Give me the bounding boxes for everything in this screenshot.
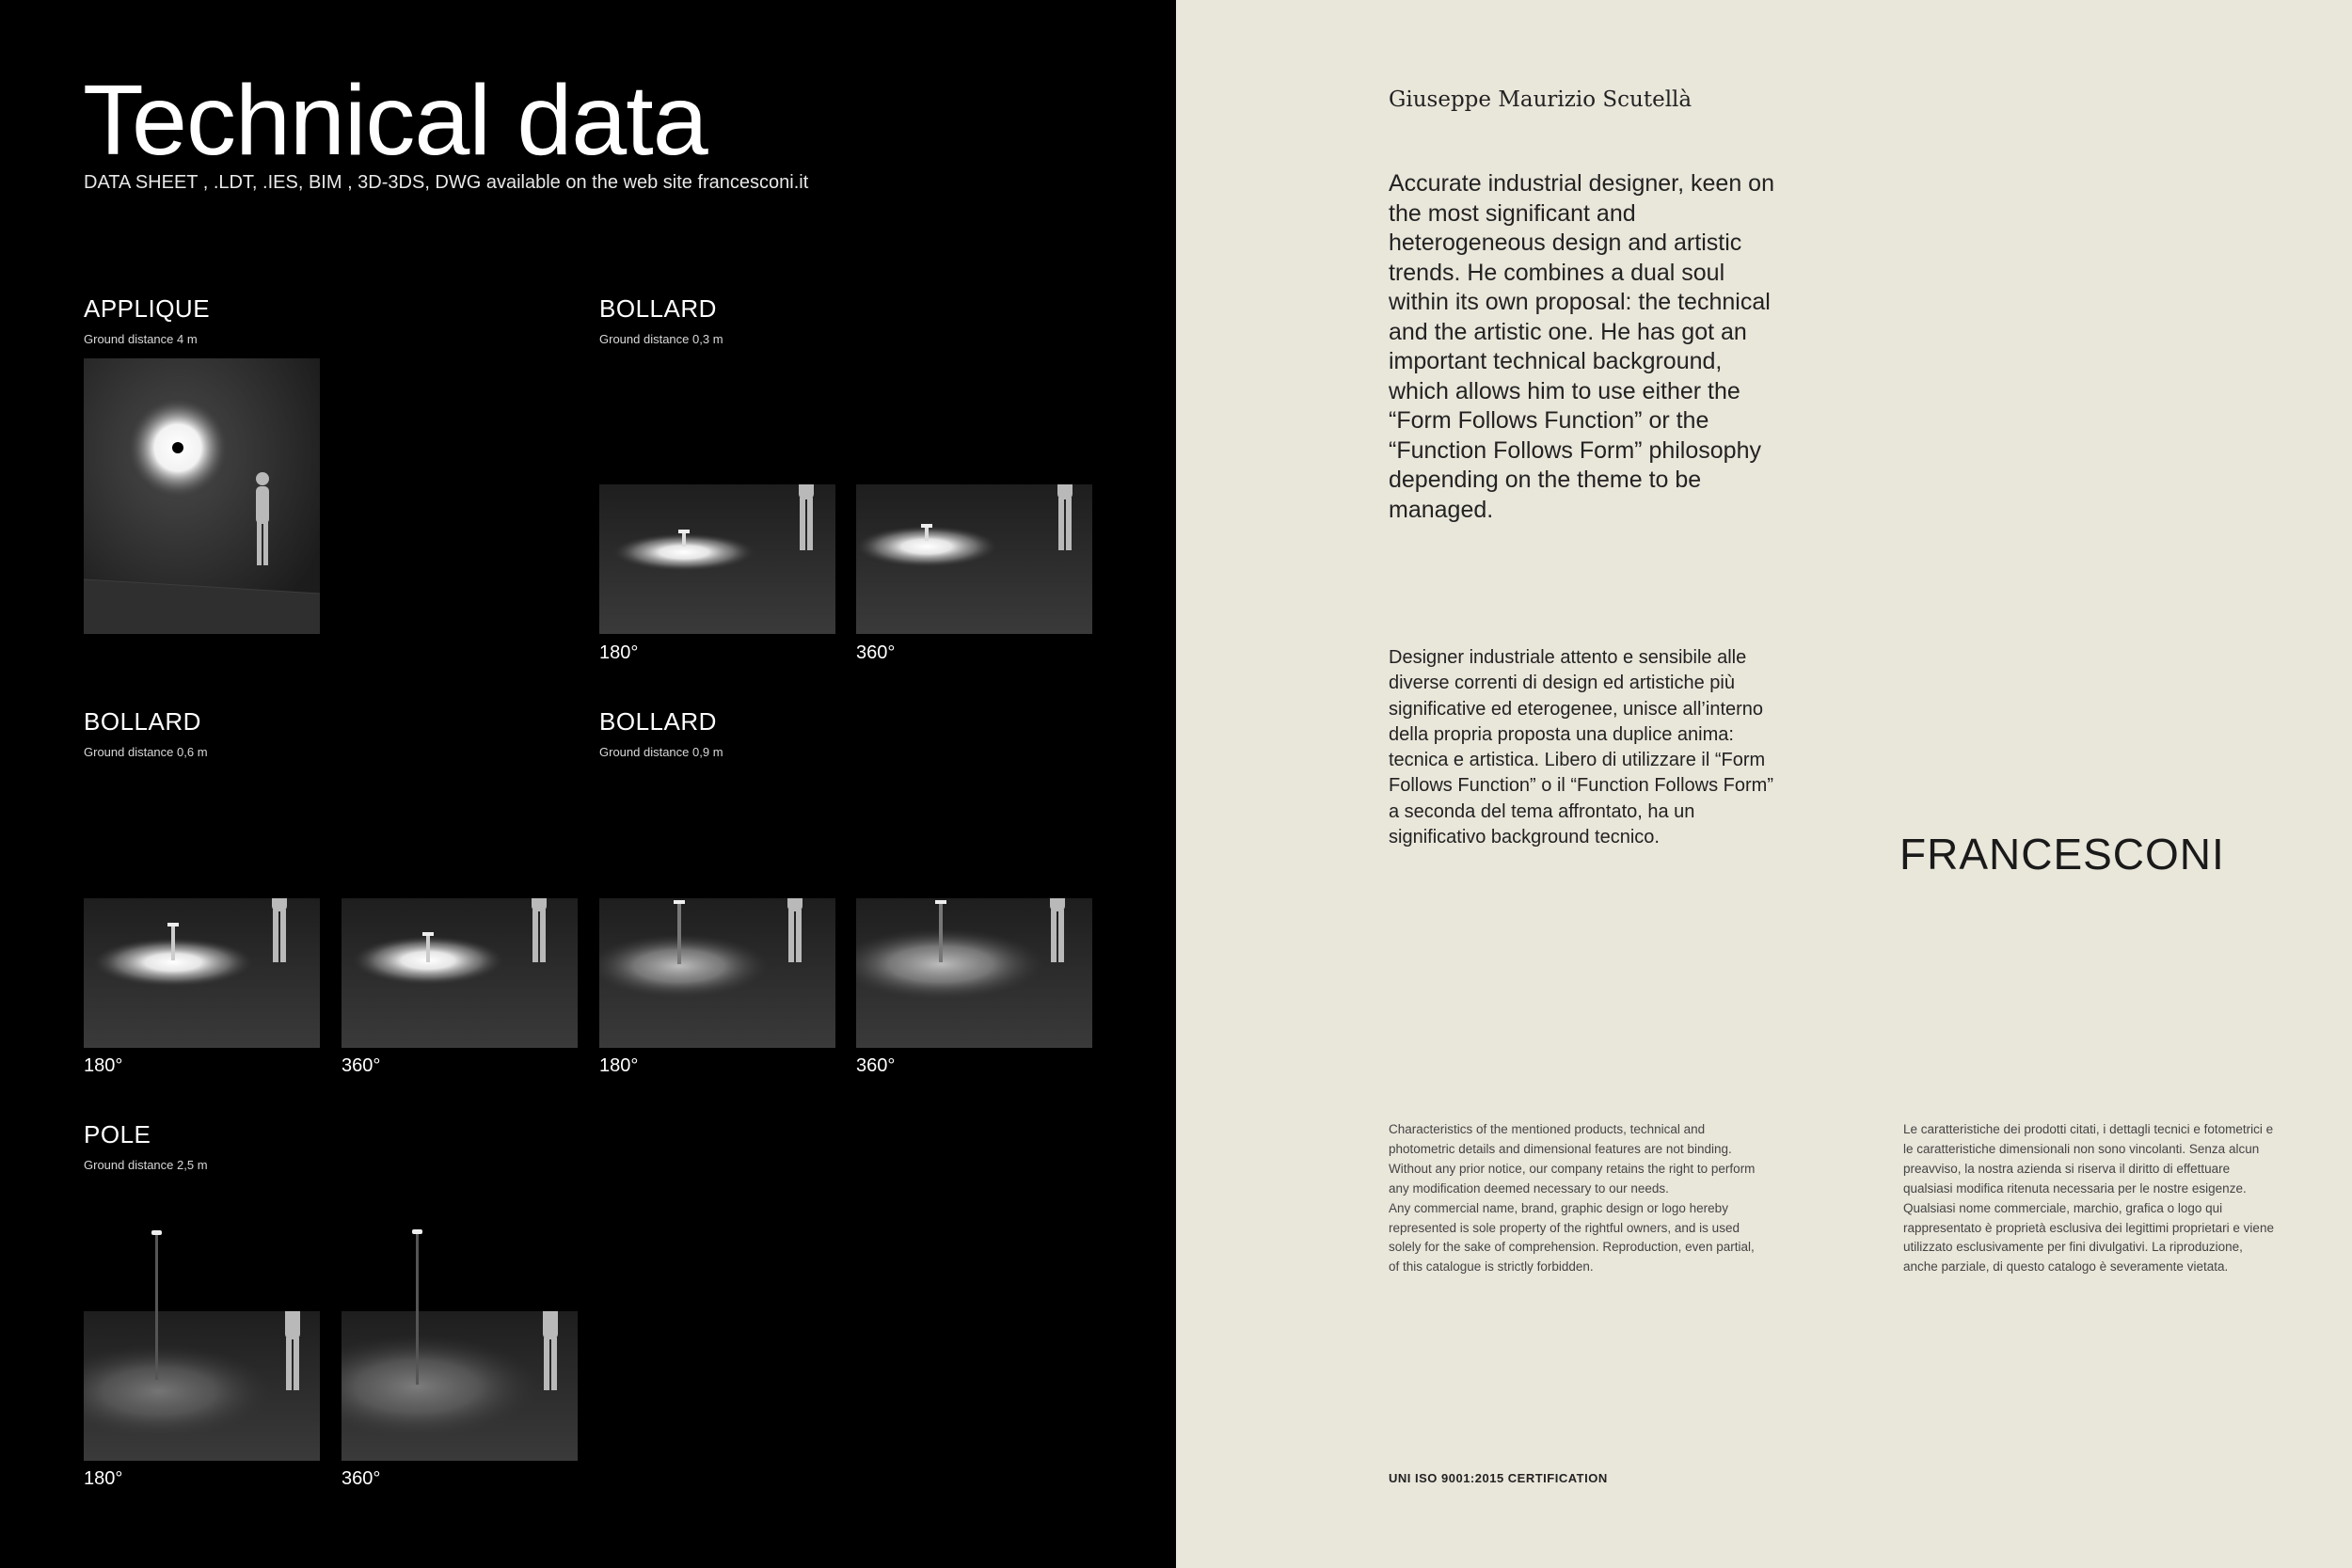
bollard-06-distance: Ground distance 0,6 m xyxy=(84,745,208,759)
pole-angle-360: 360° xyxy=(342,1468,381,1489)
pole-distance: Ground distance 2,5 m xyxy=(84,1158,208,1172)
bollard-09-angle-180: 180° xyxy=(599,1055,639,1076)
bollard-06-angle-180: 180° xyxy=(84,1055,123,1076)
bollard-03-angle-180: 180° xyxy=(599,642,639,663)
bollard-03-title: BOLLARD xyxy=(599,294,717,323)
pole-title: POLE xyxy=(84,1120,151,1148)
pole-360-render xyxy=(342,1311,578,1461)
bollard-06-180-render xyxy=(84,898,320,1048)
bollard-09-180-render xyxy=(599,898,835,1048)
pole-shaft-180 xyxy=(155,1232,158,1380)
disclaimer-italian-1: Le caratteristiche dei prodotti citati, i dettagli tecnici e fotometrici e le caratteristiche dimensionali non sono vincolanti. Senza alcun preavviso, la nostra azienda si riserva il diritto di effettuare qualsiasi modifica ritenuta necessaria per le nostre esigenze. xyxy=(1903,1122,2274,1196)
disclaimer-english xyxy=(1389,1120,1765,1277)
bollard-09-distance: Ground distance 0,9 m xyxy=(599,745,723,759)
pole-180-render xyxy=(84,1311,320,1461)
bollard-03-angle-360: 360° xyxy=(856,642,896,663)
disclaimer-english-2: Any commercial name, brand, graphic design or logo hereby represented is sole property of the rightful owners, and is used solely for the sake of comprehension. Reproduction, even partial, of this catalogue is strictly forbidden. xyxy=(1389,1200,1755,1275)
bollard-06-angle-360: 360° xyxy=(342,1055,381,1076)
pole-angle-180: 180° xyxy=(84,1468,123,1489)
bollard-09-title: BOLLARD xyxy=(599,707,717,736)
designer-bio-english: Accurate industrial designer, keen on the most significant and heterogeneous design and artistic trends. He combines a dual soul within its own proposal: the technical and the artistic one. He has got an important technical background, which allows him to use either the “Form Follows Function” or the “Function Follows Form” philosophy depending on the theme to be managed. xyxy=(1389,170,1774,523)
iso-certification: UNI ISO 9001:2015 CERTIFICATION xyxy=(1389,1471,1608,1485)
bollard-09-360-render xyxy=(856,898,1092,1048)
designer-name: Giuseppe Maurizio Scutellà xyxy=(1389,87,1692,112)
designer-bio-italian: Designer industriale attento e sensibile alle diverse correnti di design ed artistiche più significative ed eterogenee, unisce all’interno della propria proposta una duplice anima: tecnica e artistica. Libero di utilizzare il “Form Follows Function” o il “Function Follows Form” a seconda del tema affrontato, ha un significativo background tecnico. xyxy=(1389,647,1773,848)
designer-panel xyxy=(1176,0,2352,1568)
pole-head-360 xyxy=(412,1229,422,1234)
bollard-03-360-render xyxy=(856,484,1092,634)
applique-render xyxy=(84,358,320,634)
applique-distance: Ground distance 4 m xyxy=(84,332,198,346)
pole-shaft-360 xyxy=(416,1231,419,1385)
pole-head-180 xyxy=(151,1230,162,1235)
applique-title: APPLIQUE xyxy=(84,294,211,323)
page-title: Technical data xyxy=(83,65,707,176)
downloads-note: DATA SHEET , .LDT, .IES, BIM , 3D-3DS, DWG available on the web site francesconi.it xyxy=(84,172,809,193)
brand-logo: FRANCESCONI xyxy=(1899,830,2225,879)
bollard-03-180-render xyxy=(599,484,835,634)
bollard-03-distance: Ground distance 0,3 m xyxy=(599,332,723,346)
disclaimer-english-1: Characteristics of the mentioned products, technical and photometric details and dimensional features are not binding. Without any prior notice, our company retains the right to perform any modification deemed necessary to our needs. xyxy=(1389,1122,1756,1196)
disclaimer-italian-2: Qualsiasi nome commerciale, marchio, grafica o logo qui rappresentato è proprietà esclusiva dei legittimi proprietari e viene utilizzato esclusivamente per fini divulgativi. La riproduzione, anche parziale, di questo catalogo è severamente vietata. xyxy=(1903,1200,2274,1275)
disclaimer-italian xyxy=(1903,1120,2280,1277)
bollard-06-title: BOLLARD xyxy=(84,707,201,736)
bollard-09-angle-360: 360° xyxy=(856,1055,896,1076)
bollard-06-360-render xyxy=(342,898,578,1048)
